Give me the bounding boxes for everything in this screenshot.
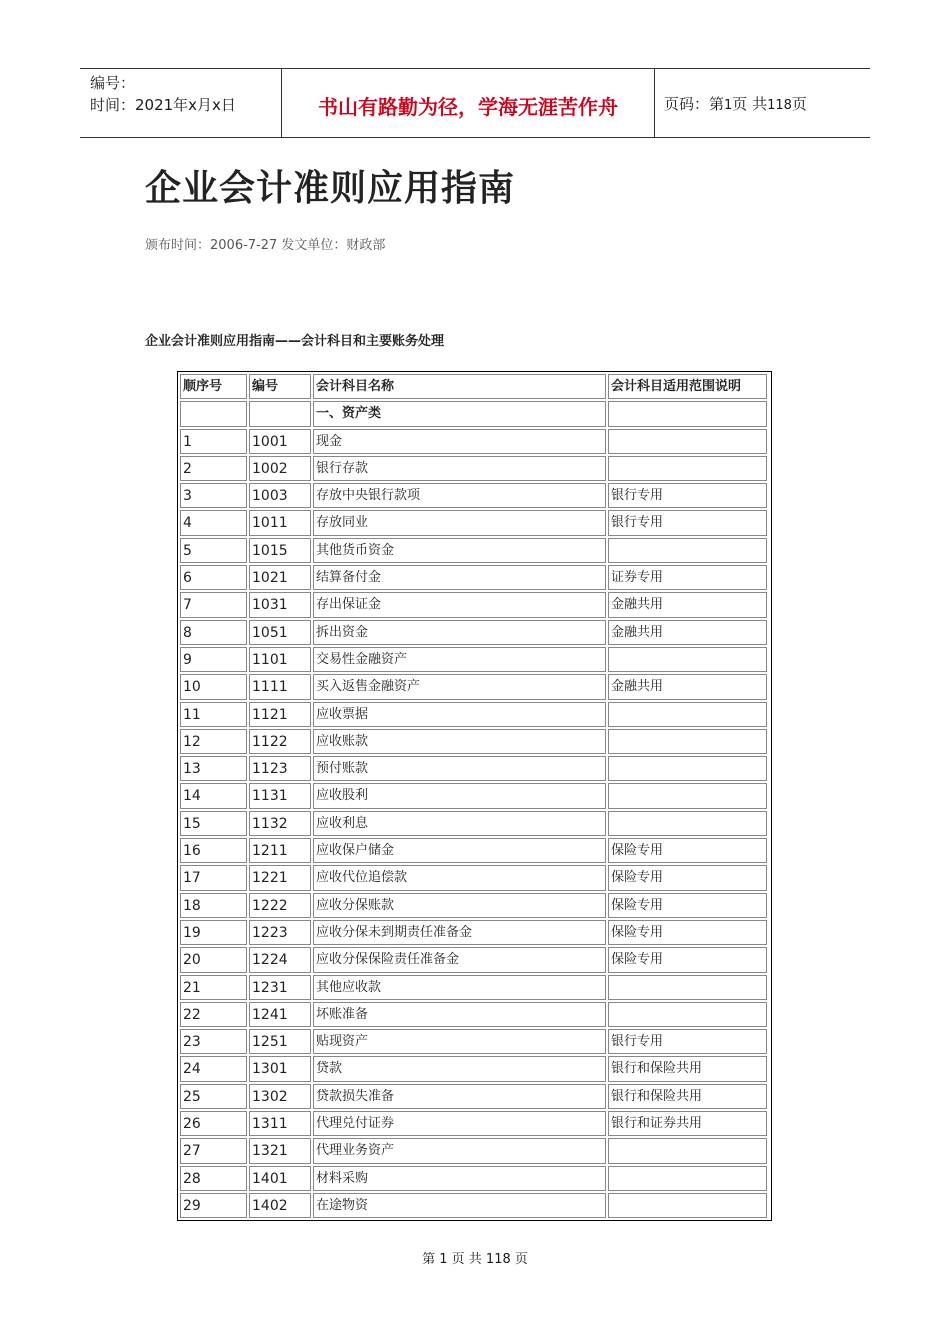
- table-cell: [608, 1002, 767, 1027]
- table-cell: 1051: [249, 620, 311, 645]
- table-row: [179, 455, 770, 482]
- table-cell: 3: [180, 483, 247, 508]
- table-cell: 1123: [249, 756, 311, 781]
- table-cell: 拆出资金: [313, 620, 606, 645]
- table-cell: 19: [180, 920, 247, 945]
- table-row: [179, 1055, 770, 1082]
- table-cell: 1241: [249, 1002, 311, 1027]
- table-cell: [608, 1193, 767, 1218]
- table-cell: 28: [180, 1166, 247, 1191]
- table-row: [179, 974, 770, 1001]
- table-cell: 金融共用: [608, 674, 767, 699]
- header-divider: [654, 69, 655, 137]
- table-cell: 1401: [249, 1166, 311, 1191]
- table-row: [179, 591, 770, 618]
- table-cell: [249, 401, 311, 426]
- table-cell: 12: [180, 729, 247, 754]
- table-cell: [608, 1138, 767, 1163]
- table-row: [179, 619, 770, 646]
- table-cell: [608, 429, 767, 454]
- table-cell: 1211: [249, 838, 311, 863]
- table-cell: 金融共用: [608, 592, 767, 617]
- table-row: [179, 1001, 770, 1028]
- table-row: [179, 919, 770, 946]
- table-row: [179, 946, 770, 973]
- header-cell: 顺序号: [180, 374, 247, 399]
- document-subtitle: 企业会计准则应用指南——会计科目和主要账务处理: [145, 334, 445, 349]
- table-cell: 应收股利: [313, 783, 606, 808]
- table-row: [179, 892, 770, 919]
- table-cell: 5: [180, 538, 247, 563]
- table-cell: 1251: [249, 1029, 311, 1054]
- table-row: [179, 701, 770, 728]
- page-total: 118: [767, 98, 792, 113]
- table-cell: 银行存款: [313, 456, 606, 481]
- table-cell: 交易性金融资产: [313, 647, 606, 672]
- table-cell: 1221: [249, 865, 311, 890]
- table-cell: 1224: [249, 947, 311, 972]
- table-cell: [608, 702, 767, 727]
- table-row: [179, 755, 770, 782]
- table-cell: 1021: [249, 565, 311, 590]
- table-cell: [608, 1166, 767, 1191]
- table-row: [179, 509, 770, 536]
- table-cell: 应收分保保险责任准备金: [313, 947, 606, 972]
- table-row: [179, 1110, 770, 1137]
- page-footer: 第 1 页 共 118 页: [422, 1252, 528, 1267]
- table-cell: 13: [180, 756, 247, 781]
- table-cell: 1031: [249, 592, 311, 617]
- table-cell: 27: [180, 1138, 247, 1163]
- table-cell: 1122: [249, 729, 311, 754]
- doc-number-label: 编号：: [90, 74, 136, 92]
- table-cell: 22: [180, 1002, 247, 1027]
- table-cell: 16: [180, 838, 247, 863]
- table-cell: 1223: [249, 920, 311, 945]
- table-cell: 保险专用: [608, 947, 767, 972]
- table-cell: 应收利息: [313, 811, 606, 836]
- table-cell: 保险专用: [608, 920, 767, 945]
- table-cell: 29: [180, 1193, 247, 1218]
- table-cell: [180, 401, 247, 426]
- table-cell: 18: [180, 893, 247, 918]
- table-cell: 预付账款: [313, 756, 606, 781]
- table-cell: 21: [180, 975, 247, 1000]
- table-row: [179, 1028, 770, 1055]
- table-cell: 银行和证券共用: [608, 1111, 767, 1136]
- table-cell: 8: [180, 620, 247, 645]
- table-cell: 证券专用: [608, 565, 767, 590]
- table-cell: 24: [180, 1056, 247, 1081]
- table-cell: 7: [180, 592, 247, 617]
- header-page-info: [664, 93, 807, 114]
- table-cell: 15: [180, 811, 247, 836]
- table-cell: 存出保证金: [313, 592, 606, 617]
- table-cell: 1301: [249, 1056, 311, 1081]
- table-row: [179, 1083, 770, 1110]
- table-cell: 应收票据: [313, 702, 606, 727]
- table-cell: 1121: [249, 702, 311, 727]
- table-cell: 材料采购: [313, 1166, 606, 1191]
- table-cell: [608, 401, 767, 426]
- table-cell: 保险专用: [608, 838, 767, 863]
- table-cell: 26: [180, 1111, 247, 1136]
- table-cell: 金融共用: [608, 620, 767, 645]
- header-cell: 会计科目名称: [313, 374, 606, 399]
- table-cell: 20: [180, 947, 247, 972]
- doc-date: 时间：2021年x月x日: [90, 96, 236, 114]
- table-cell: [608, 783, 767, 808]
- table-cell: 代理兑付证券: [313, 1111, 606, 1136]
- table-cell: 贷款损失准备: [313, 1084, 606, 1109]
- table-cell: 1231: [249, 975, 311, 1000]
- header-motto: 书山有路勤为径，学海无涯苦作舟: [318, 95, 618, 119]
- table-cell: 1011: [249, 510, 311, 535]
- page-mid: 页 共: [732, 95, 768, 113]
- table-cell: 保险专用: [608, 865, 767, 890]
- header-left: [90, 72, 236, 116]
- table-cell: 9: [180, 647, 247, 672]
- table-cell: 1402: [249, 1193, 311, 1218]
- table-cell: 银行和保险共用: [608, 1084, 767, 1109]
- document-title: 企业会计准则应用指南: [145, 167, 516, 209]
- table-cell: 1101: [249, 647, 311, 672]
- table-cell: 存放同业: [313, 510, 606, 535]
- table-cell: 1321: [249, 1138, 311, 1163]
- table-cell: 其他货币资金: [313, 538, 606, 563]
- table-row: [179, 428, 770, 455]
- table-cell: [608, 975, 767, 1000]
- table-cell: 1: [180, 429, 247, 454]
- page-header: [80, 68, 870, 138]
- table-cell: 1131: [249, 783, 311, 808]
- table-cell: [608, 538, 767, 563]
- table-cell: 保险专用: [608, 893, 767, 918]
- page-prefix: 页码：第: [664, 95, 725, 113]
- table-cell: 贷款: [313, 1056, 606, 1081]
- table-cell: 其他应收款: [313, 975, 606, 1000]
- table-row: [179, 1165, 770, 1192]
- table-row: [179, 646, 770, 673]
- header-cell: 编号: [249, 374, 311, 399]
- table-cell: 现金: [313, 429, 606, 454]
- table-cell: 2: [180, 456, 247, 481]
- table-cell: 应收分保账款: [313, 893, 606, 918]
- table-cell: 11: [180, 702, 247, 727]
- table-cell: 在途物资: [313, 1193, 606, 1218]
- table-cell: 应收代位追偿款: [313, 865, 606, 890]
- table-row: [179, 537, 770, 564]
- table-row: [179, 810, 770, 837]
- table-cell: 应收保户储金: [313, 838, 606, 863]
- table-row: [179, 837, 770, 864]
- table-cell: 买入返售金融资产: [313, 674, 606, 699]
- table-cell: [608, 647, 767, 672]
- table-cell: 17: [180, 865, 247, 890]
- table-cell: 代理业务资产: [313, 1138, 606, 1163]
- table-cell: 1002: [249, 456, 311, 481]
- table-cell: 贴现资产: [313, 1029, 606, 1054]
- table-cell: 1222: [249, 893, 311, 918]
- section-label: 一、资产类: [313, 401, 606, 426]
- table-cell: 1111: [249, 674, 311, 699]
- table-row: [179, 728, 770, 755]
- page-suffix: 页: [791, 95, 807, 113]
- table-row: [179, 1192, 770, 1219]
- section-row: [179, 400, 770, 427]
- table-cell: 银行专用: [608, 510, 767, 535]
- table-row: [179, 482, 770, 509]
- page-current: 1: [724, 98, 733, 113]
- table-cell: 银行专用: [608, 1029, 767, 1054]
- table-cell: 10: [180, 674, 247, 699]
- document-meta: 颁布时间：2006-7-27 发文单位：财政部: [145, 238, 386, 253]
- table-cell: [608, 456, 767, 481]
- table-header-row: [179, 373, 770, 400]
- table-cell: 1132: [249, 811, 311, 836]
- table-cell: 23: [180, 1029, 247, 1054]
- table-cell: 应收分保未到期责任准备金: [313, 920, 606, 945]
- table-cell: 25: [180, 1084, 247, 1109]
- table-cell: 1302: [249, 1084, 311, 1109]
- table-row: [179, 673, 770, 700]
- table-cell: 1311: [249, 1111, 311, 1136]
- table-row: [179, 564, 770, 591]
- table-cell: 6: [180, 565, 247, 590]
- table-cell: [608, 756, 767, 781]
- table-cell: 坏账准备: [313, 1002, 606, 1027]
- table-cell: 银行专用: [608, 483, 767, 508]
- table-cell: 1003: [249, 483, 311, 508]
- table-cell: 银行和保险共用: [608, 1056, 767, 1081]
- table-cell: 14: [180, 783, 247, 808]
- table-cell: 应收账款: [313, 729, 606, 754]
- table-row: [179, 864, 770, 891]
- table-cell: [608, 729, 767, 754]
- accounts-table: [177, 371, 772, 1221]
- table-row: [179, 1137, 770, 1164]
- table-cell: 1015: [249, 538, 311, 563]
- table-row: [179, 782, 770, 809]
- table-cell: 4: [180, 510, 247, 535]
- table-cell: 1001: [249, 429, 311, 454]
- table-cell: 结算备付金: [313, 565, 606, 590]
- table-cell: [608, 811, 767, 836]
- table-cell: 存放中央银行款项: [313, 483, 606, 508]
- header-cell: 会计科目适用范围说明: [608, 374, 767, 399]
